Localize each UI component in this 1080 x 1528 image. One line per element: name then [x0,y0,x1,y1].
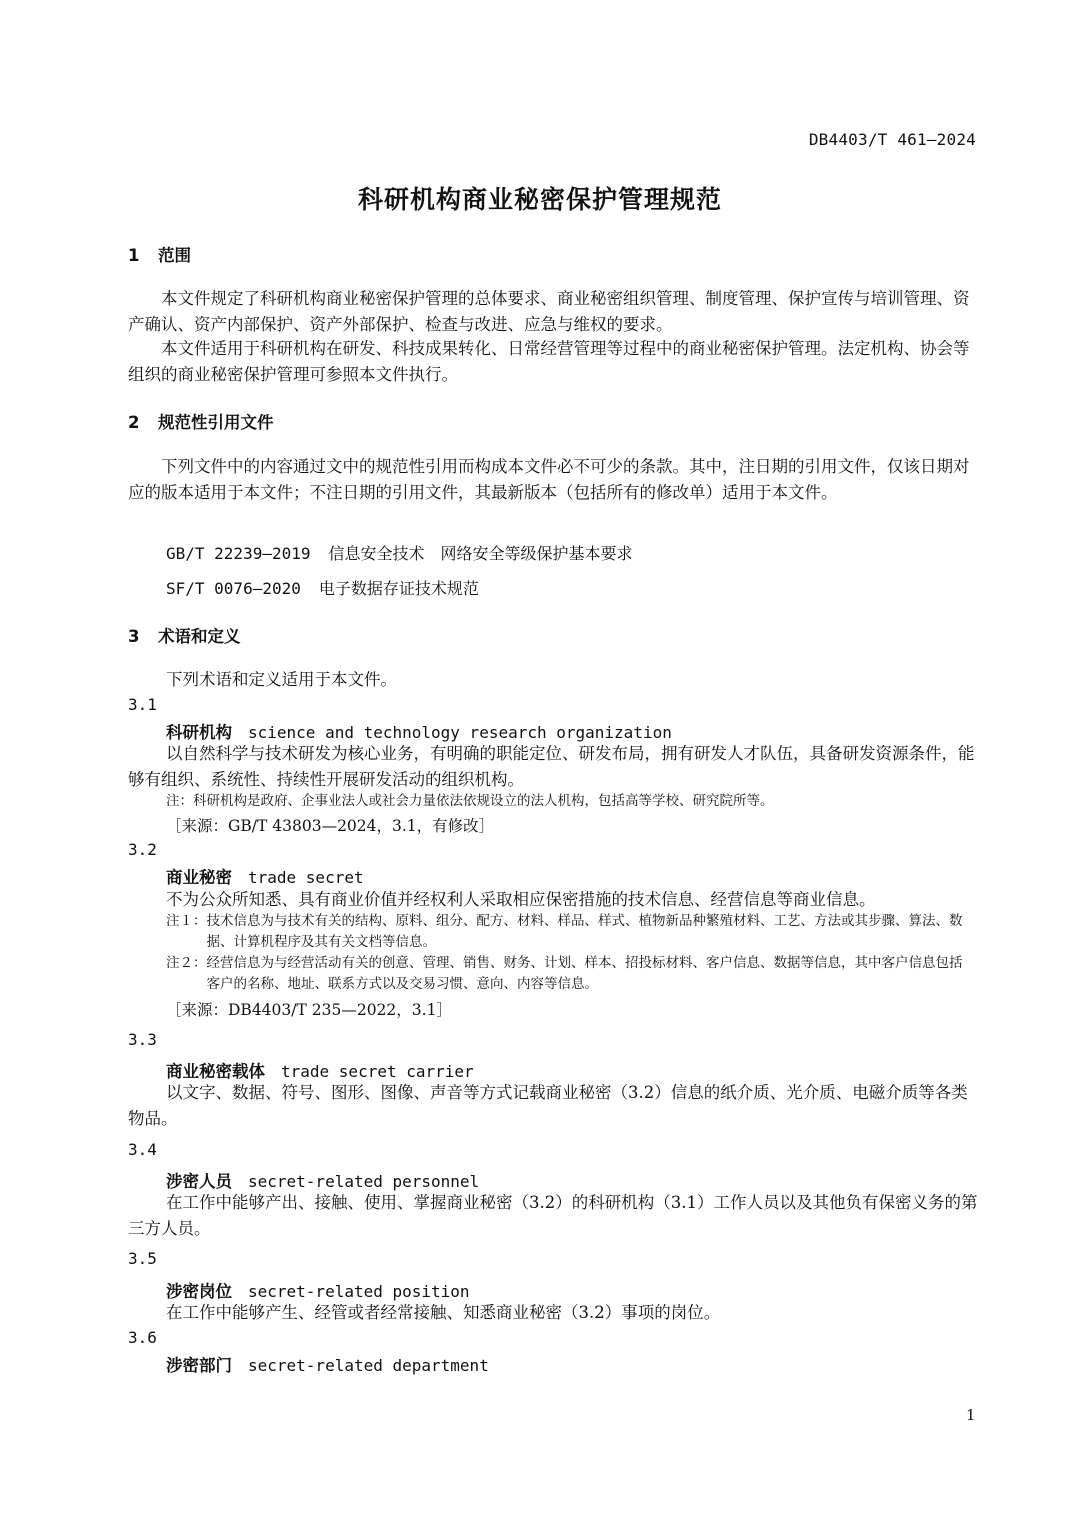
term-entry: 涉密部门 secret-related department [166,1356,489,1375]
document-number: DB4403/T 461—2024 [808,130,976,149]
normative-reference: GB/T 22239—2019 信息安全技术 网络安全等级保护基本要求 [166,544,633,563]
section-2-paragraph: 下列文件中的内容通过文中的规范性引用而构成本文件必不可少的条款。其中，注日期的引用文件，仅该日期对应的版本适用于本文件；不注日期的引用文件，其最新版本（包括所有的修改单）适用于本文件。 [128,457,970,502]
term-entry: 科研机构 science and technology research organization [166,723,672,742]
term-entry: 商业秘密 trade secret [166,868,364,887]
section-1-heading: 1 范围 [128,246,191,265]
term-definition: 以自然科学与技术研发为核心业务，有明确的职能定位、研发布局，拥有研发人才队伍，具备研发资源条件，能够有组织、系统性、持续性开展研发活动的组织机构。 [128,744,975,789]
section-1-paragraph-2: 本文件适用于科研机构在研发、科技成果转化、日常经营管理等过程中的商业秘密保护管理。法定机构、协会等组织的商业秘密保护管理可参照本文件执行。 [128,339,970,384]
term-note: 注１： 技术信息为与技术有关的结构、原料、组分、配方、材料、样品、样式、植物新品种繁殖材料、工艺、方法或其步骤、算法、数据、计算机程序及其有关文档等信息。 [166,913,963,950]
section-3-intro: 下列术语和定义适用于本文件。 [166,670,397,689]
term-definition: 不为公众所知悉、具有商业价值并经权利人采取相应保密措施的技术信息、经营信息等商业信息。 [166,890,876,909]
section-1-paragraph-1: 本文件规定了科研机构商业秘密保护管理的总体要求、商业秘密组织管理、制度管理、保护宣传与培训管理、资产确认、资产内部保护、资产外部保护、检查与改进、应急与维权的要求。 [128,289,970,334]
document-title: 科研机构商业秘密保护管理规范 [357,185,722,214]
clause-number: 3.4 [128,1140,157,1159]
clause-number: 3.5 [128,1249,157,1268]
section-2-heading: 2 规范性引用文件 [128,413,274,432]
clause-number: 3.6 [128,1328,157,1347]
term-entry: 涉密岗位 secret-related position [166,1282,470,1301]
section-3-heading: 3 术语和定义 [128,627,241,646]
term-entry: 涉密人员 secret-related personnel [166,1172,480,1191]
term-note: 注：科研机构是政府、企事业法人或社会力量依法依规设立的法人机构，包括高等学校、研究院所等。 [166,793,774,809]
term-definition: 在工作中能够产出、接触、使用、掌握商业秘密（3.2）的科研机构（3.1）工作人员以及其他负有保密义务的第三方人员。 [128,1193,978,1238]
page-number: 1 [966,1406,976,1424]
normative-reference: SF/T 0076—2020 电子数据存证技术规范 [166,579,479,598]
term-source: ［来源：DB4403/T 235—2022，3.1］ [166,1001,452,1019]
term-note: 注２： 经营信息为与经营活动有关的创意、管理、销售、财务、计划、样本、招投标材料、客户信息、数据等信息，其中客户信息包括客户的名称、地址、联系方式以及交易习惯、意向、内容等信息。 [166,955,963,992]
term-definition: 在工作中能够产生、经管或者经常接触、知悉商业秘密（3.2）事项的岗位。 [166,1303,721,1322]
term-source: ［来源：GB/T 43803—2024，3.1，有修改］ [166,817,495,835]
term-definition: 以文字、数据、符号、图形、图像、声音等方式记载商业秘密（3.2）信息的纸介质、光介质、电磁介质等各类物品。 [128,1083,968,1128]
term-entry: 商业秘密载体 trade secret carrier [166,1062,474,1081]
clause-number: 3.3 [128,1030,157,1049]
clause-number: 3.2 [128,840,157,859]
clause-number: 3.1 [128,695,157,714]
